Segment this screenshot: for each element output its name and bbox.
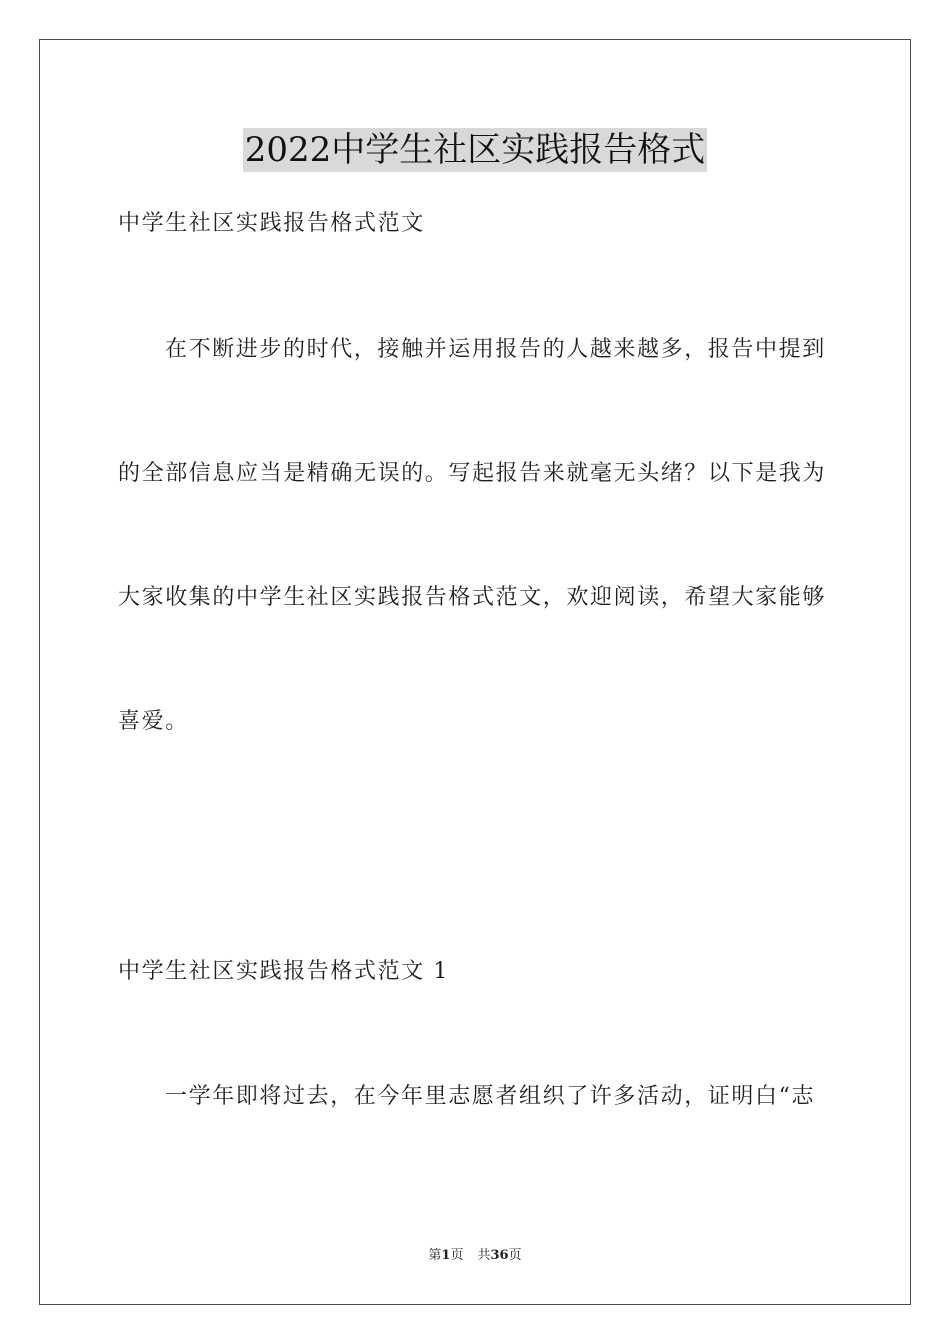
footer-page-prefix: 第: [428, 1248, 442, 1263]
document-title: [0, 128, 950, 172]
section-line-1: 一学年即将过去，在今年里志愿者组织了许多活动，证明白“志: [165, 1084, 816, 1109]
footer-page-number: 1: [441, 1248, 451, 1263]
footer-page-suffix: 页: [450, 1248, 464, 1263]
intro-line-1: 在不断进步的时代，接触并运用报告的人越来越多，报告中提到: [165, 337, 826, 362]
document-title-text: 2022中学生社区实践报告格式: [244, 130, 706, 170]
intro-line-2: 的全部信息应当是精确无误的。写起报告来就毫无头绪？以下是我为: [118, 461, 827, 486]
intro-line-3: 大家收集的中学生社区实践报告格式范文，欢迎阅读，希望大家能够: [118, 585, 827, 610]
intro-line-4: 喜爱。: [118, 709, 189, 734]
document-subtitle: 中学生社区实践报告格式范文: [118, 211, 425, 236]
footer-total-number: 36: [490, 1248, 509, 1263]
page-footer: [0, 1247, 950, 1265]
section-heading: 中学生社区实践报告格式范文 1: [118, 959, 449, 984]
footer-total-prefix: 共: [477, 1248, 491, 1263]
footer-total-suffix: 页: [508, 1248, 522, 1263]
